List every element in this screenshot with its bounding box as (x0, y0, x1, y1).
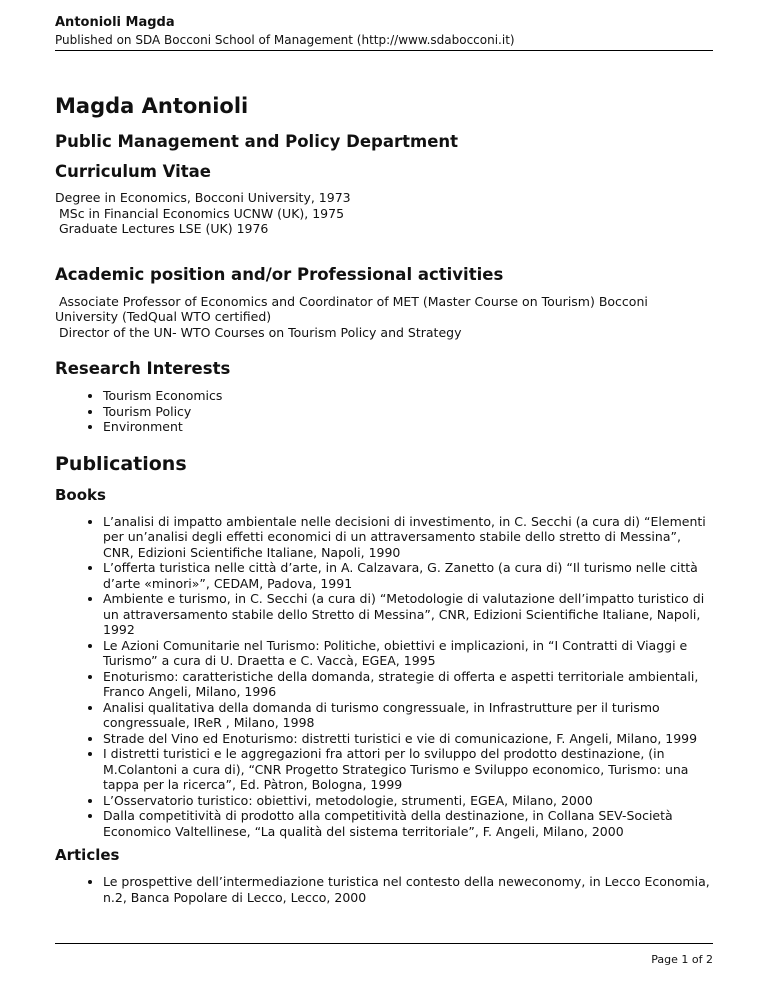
research-heading: Research Interests (55, 359, 231, 378)
degree-line: Degree in Economics, Bocconi University, 1973 (55, 190, 351, 205)
footer-divider (55, 943, 713, 944)
publications-heading: Publications (55, 452, 187, 475)
header-divider (55, 50, 713, 51)
degree-line: Graduate Lectures LSE (UK) 1976 (55, 221, 269, 236)
page-title: Magda Antonioli (55, 94, 249, 118)
position-line: Associate Professor of Economics and Coordinator of MET (Master Course on Tourism) Bocconi University (TedQual WTO certified) (55, 293, 652, 324)
degree-line: MSc in Financial Economics UCNW (UK), 1975 (55, 205, 345, 221)
cv-heading: Curriculum Vitae (55, 162, 212, 181)
research-interests-list (55, 388, 713, 435)
articles-list (55, 874, 713, 905)
positions-block (55, 294, 713, 341)
list-item: • Le Azioni Comunitarie nel Turismo: Politiche, obiettivi e implicazioni, in “I Contratti di Viaggi e Turismo” a cura di U. Draetta e C. Vaccà, EGEA, 1995 (103, 638, 713, 669)
articles-heading: Articles (55, 846, 120, 864)
page-number: Page 1 of 2 (651, 953, 713, 966)
list-item: • Enoturismo: caratteristiche della domanda, strategie di offerta e aspetti territoriale ambientali, Franco Angeli, Milano, 1996 (103, 669, 713, 700)
department-heading: Public Management and Policy Department (55, 132, 459, 151)
list-item: • Le prospettive dell’intermediazione turistica nel contesto della neweconomy, in Lecco Economia, n.2, Banca Popolare di Lecco, Lecco, 2000 (103, 874, 713, 905)
list-item: • I distretti turistici e le aggregazioni fra attori per lo sviluppo del prodotto destinazione, (in M.Colantoni a cura di), “CNR Progetto Strategico Turismo e Sviluppo economico, Turismo: una tappa per la ricerca”, Ed. Pàtron, Bologna, 1999 (103, 746, 713, 793)
list-item: • L’analisi di impatto ambientale nelle decisioni di investimento, in C. Secchi (a cura di) “Elementi per un’analisi degli effetti economici di un attraversamento stabile dello stretto di Messina”, CNR, Edizioni Scientifiche Italiane, Napoli, 1990 (103, 514, 713, 561)
list-item: • L’offerta turistica nelle città d’arte, in A. Calzavara, G. Zanetto (a cura di) “Il turismo nelle città d’arte «minori»”, CEDAM, Padova, 1991 (103, 560, 713, 591)
main-content (55, 91, 713, 905)
header-title: Antonioli Magda (55, 15, 175, 30)
list-item: • Dalla competitività di prodotto alla competitività della destinazione, in Collana SEV-Società Economico Valtellinese, “La qualità del sistema territoriale”, F. Angeli, Milano, 2000 (103, 808, 713, 839)
list-item: • Tourism Policy (103, 404, 713, 420)
list-item: • Analisi qualitativa della domanda di turismo congressuale, in Infrastrutture per il turismo congressuale, IReR , Milano, 1998 (103, 700, 713, 731)
list-item: • Strade del Vino ed Enoturismo: distretti turistici e vie di comunicazione, F. Angeli, Milano, 1999 (103, 731, 713, 747)
list-item: • Environment (103, 419, 713, 435)
position-line: Director of the UN- WTO Courses on Tourism Policy and Strategy (55, 324, 462, 340)
list-item: • L’Osservatorio turistico: obiettivi, metodologie, strumenti, EGEA, Milano, 2000 (103, 793, 713, 809)
books-list (55, 514, 713, 840)
books-heading: Books (55, 485, 106, 504)
degrees-block (55, 190, 713, 237)
header-published-line: Published on SDA Bocconi School of Management (http://www.sdabocconi.it) (55, 33, 515, 47)
list-item: • Tourism Economics (103, 388, 713, 404)
academic-heading: Academic position and/or Professional activities (55, 264, 504, 284)
list-item: • Ambiente e turismo, in C. Secchi (a cura di) “Metodologie di valutazione dell’impatto turistico di un attraversamento stabile dello Stretto di Messina”, CNR, Edizioni Scientifiche Italiane, Napoli, 1992 (103, 591, 713, 638)
